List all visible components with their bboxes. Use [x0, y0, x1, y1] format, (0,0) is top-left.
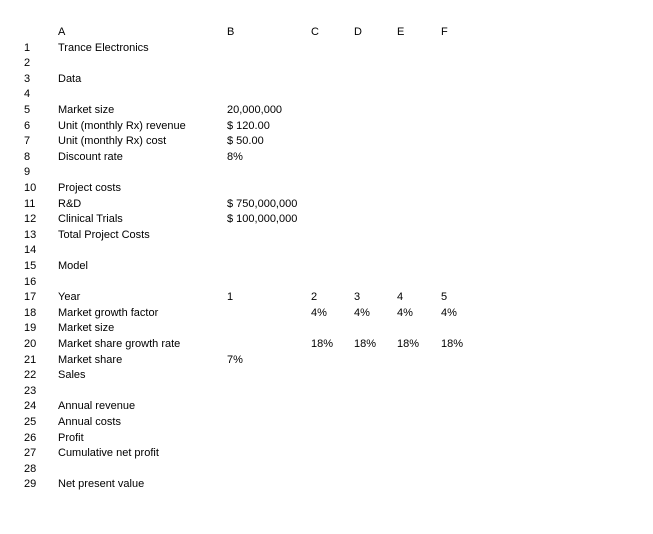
row-number[interactable]: 24: [24, 400, 37, 413]
row-number[interactable]: 9: [24, 166, 31, 179]
table-row: [0, 228, 653, 244]
row-number[interactable]: 12: [24, 213, 37, 226]
cell-b21[interactable]: 7%: [227, 353, 243, 366]
cell-a21[interactable]: Market share: [58, 353, 123, 366]
row-number[interactable]: 28: [24, 462, 37, 475]
cell-b12[interactable]: $ 100,000,000: [227, 213, 298, 226]
cell-a13[interactable]: Total Project Costs: [58, 228, 150, 241]
cell-b6[interactable]: $ 120.00: [227, 119, 270, 132]
column-header-b[interactable]: B: [227, 26, 235, 38]
column-header-d[interactable]: D: [354, 26, 362, 38]
cell-a29[interactable]: Net present value: [58, 478, 145, 491]
column-header-a[interactable]: A: [58, 26, 66, 38]
cell-a18[interactable]: Market growth factor: [58, 306, 159, 319]
row-number[interactable]: 1: [24, 41, 31, 54]
cell-e20[interactable]: 18%: [397, 337, 420, 350]
cell-a24[interactable]: Annual revenue: [58, 400, 136, 413]
row-number[interactable]: 3: [24, 72, 31, 85]
row-number[interactable]: 15: [24, 259, 37, 272]
column-header-f[interactable]: F: [441, 26, 448, 38]
table-row: [0, 306, 653, 322]
cell-f18[interactable]: 4%: [441, 306, 457, 319]
table-row: [0, 87, 653, 103]
cell-a22[interactable]: Sales: [58, 369, 86, 382]
cell-f17[interactable]: 5: [441, 291, 448, 304]
row-number[interactable]: 27: [24, 447, 37, 460]
table-row: [0, 103, 653, 119]
row-number[interactable]: 25: [24, 415, 37, 428]
row-number[interactable]: 2: [24, 57, 31, 70]
table-row: [0, 41, 653, 57]
row-number[interactable]: 29: [24, 478, 37, 491]
table-row: [0, 275, 653, 291]
table-row: [0, 181, 653, 197]
row-number[interactable]: 16: [24, 275, 37, 288]
cell-a27[interactable]: Cumulative net profit: [58, 447, 159, 460]
cell-f20[interactable]: 18%: [441, 337, 464, 350]
table-row: [0, 212, 653, 228]
row-number[interactable]: 20: [24, 337, 37, 350]
table-row: [0, 415, 653, 431]
table-row: [0, 150, 653, 166]
cell-a10[interactable]: Project costs: [58, 181, 121, 194]
row-number[interactable]: 11: [24, 197, 36, 210]
cell-c17[interactable]: 2: [311, 291, 318, 304]
cell-a15[interactable]: Model: [58, 259, 88, 272]
row-number[interactable]: 6: [24, 119, 31, 132]
column-header-c[interactable]: C: [311, 26, 319, 38]
row-number[interactable]: 8: [24, 150, 31, 163]
cell-a17[interactable]: Year: [58, 291, 81, 304]
table-row: [0, 197, 653, 213]
row-number[interactable]: 4: [24, 88, 31, 101]
cell-a5[interactable]: Market size: [58, 103, 115, 116]
row-number[interactable]: 14: [24, 244, 37, 257]
table-row: [0, 399, 653, 415]
cell-a6[interactable]: Unit (monthly Rx) revenue: [58, 119, 186, 132]
cell-a8[interactable]: Discount rate: [58, 150, 123, 163]
table-row: [0, 259, 653, 275]
column-header-e[interactable]: E: [397, 26, 405, 38]
table-row: [0, 72, 653, 88]
cell-a25[interactable]: Annual costs: [58, 415, 121, 428]
table-row: [0, 353, 653, 369]
cell-c18[interactable]: 4%: [311, 306, 327, 319]
row-number[interactable]: 17: [24, 291, 37, 304]
table-row: [0, 165, 653, 181]
cell-b11[interactable]: $ 750,000,000: [227, 197, 298, 210]
cell-d20[interactable]: 18%: [354, 337, 377, 350]
row-number[interactable]: 7: [24, 135, 31, 148]
row-number[interactable]: 23: [24, 384, 37, 397]
row-number[interactable]: 21: [24, 353, 37, 366]
table-row: [0, 134, 653, 150]
cell-a1[interactable]: Trance Electronics: [58, 41, 149, 54]
table-row: [0, 337, 653, 353]
cell-a20[interactable]: Market share growth rate: [58, 337, 181, 350]
table-row: [0, 462, 653, 478]
row-number[interactable]: 26: [24, 431, 37, 444]
cell-a12[interactable]: Clinical Trials: [58, 213, 123, 226]
cell-e18[interactable]: 4%: [397, 306, 413, 319]
table-row: [0, 368, 653, 384]
row-number[interactable]: 5: [24, 103, 31, 116]
cell-e17[interactable]: 4: [397, 291, 404, 304]
table-row: [0, 119, 653, 135]
row-number[interactable]: 10: [24, 181, 37, 194]
cell-a26[interactable]: Profit: [58, 431, 84, 444]
table-row: [0, 431, 653, 447]
row-number[interactable]: 22: [24, 369, 37, 382]
cell-b7[interactable]: $ 50.00: [227, 135, 264, 148]
cell-b8[interactable]: 8%: [227, 150, 243, 163]
cell-a3[interactable]: Data: [58, 72, 82, 85]
cell-c20[interactable]: 18%: [311, 337, 334, 350]
cell-a11[interactable]: R&D: [58, 197, 82, 210]
row-number[interactable]: 19: [24, 322, 37, 335]
table-row: [0, 477, 653, 493]
table-row: [0, 290, 653, 306]
row-number[interactable]: 13: [24, 228, 37, 241]
cell-d17[interactable]: 3: [354, 291, 361, 304]
table-row: [0, 384, 653, 400]
cell-a7[interactable]: Unit (monthly Rx) cost: [58, 135, 167, 148]
table-row: [0, 321, 653, 337]
cell-a19[interactable]: Market size: [58, 322, 115, 335]
table-row: [0, 446, 653, 462]
cell-b5[interactable]: 20,000,000: [227, 103, 283, 116]
row-number[interactable]: 18: [24, 306, 37, 319]
table-row: [0, 56, 653, 72]
table-row: [0, 243, 653, 259]
cell-b17[interactable]: 1: [227, 291, 234, 304]
cell-d18[interactable]: 4%: [354, 306, 370, 319]
